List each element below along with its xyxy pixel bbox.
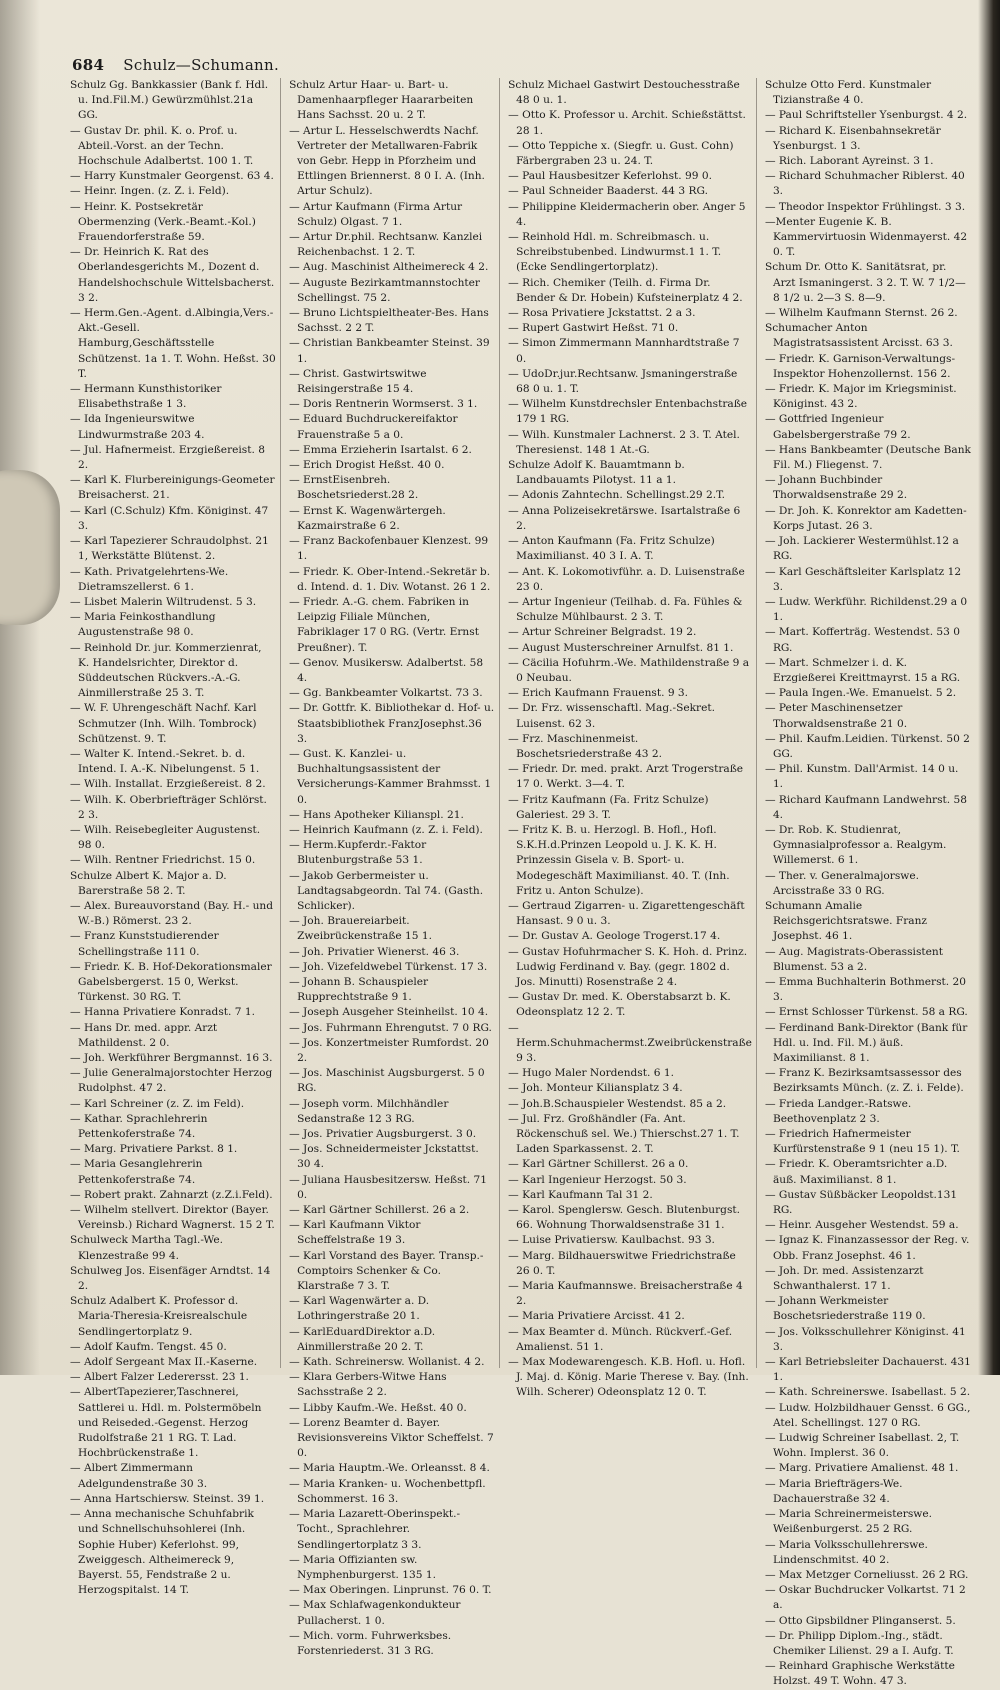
directory-entry: — Otto K. Professor u. Archit. Schießstättst. 28 1.: [508, 109, 746, 137]
directory-entry: — Maria Privatiere Arcisst. 41 2.: [508, 1310, 685, 1323]
directory-entry: Schumann Amalie Reichsgerichtsratswe. Franz Josephst. 46 1.: [764, 899, 927, 943]
directory-entry: — Marg. Privatiere Parkst. 8 1.: [70, 1143, 238, 1156]
directory-entry: — Adolf Sergeant Max II.-Kaserne.: [70, 1356, 258, 1369]
directory-entry: — Franz Backofenbauer Klenzest. 99 1.: [289, 535, 489, 563]
directory-entry: — Paul Schriftsteller Ysenburgst. 4 2.: [764, 109, 968, 122]
directory-entry: — Walter K. Intend.-Sekret. b. d. Intend. I. A.-K. Nibelungenst. 5 1.: [70, 747, 260, 776]
directory-entry: — AlbertTapezierer,Taschnerei, Sattlerei u. Hdl. m. Polstermöbeln und Reiseded.-Gegenst. Herzog Rudolfstraße 21 1 RG. T. Lad. Hochbrückenstraße 1.: [70, 1386, 262, 1460]
directory-entry: — Friedrich Hafnermeister Kurfürstenstraße 9 1 (neu 15 1). T.: [764, 1128, 960, 1156]
directory-entry: Schulz Gg. Bankkassier (Bank f. Hdl. u. Ind.Fil.M.) Gewürzmühlst.21a GG.: [70, 79, 269, 122]
directory-entry: — Maria Feinkosthandlung Augustenstraße 98 0.: [70, 611, 216, 639]
directory-entry: — Franz K. Bezirksamtsassessor des Bezirksamts Münch. (z. Z. i. Felde).: [764, 1067, 964, 1095]
directory-entry: — Ant. K. Lokomotivführ. a. D. Luisenstraße 23 0.: [508, 565, 745, 593]
directory-entry: — Adonis Zahntechn. Schellingst.29 2.T.: [508, 489, 726, 502]
directory-entry: Schulze Otto Ferd. Kunstmaler Tizianstraße 4 0.: [764, 79, 932, 107]
directory-entry: Schulze Adolf K. Bauamtmann b. Landbauamts Pilotyst. 11 a 1.: [508, 459, 685, 487]
directory-entry: — Richard Kaufmann Landwehrst. 58 4.: [764, 793, 967, 821]
directory-entry: — Karl Gärtner Schillerst. 26 a 0.: [508, 1158, 689, 1171]
directory-entry: — Maria Kranken- u. Wochenbettpfl. Schommerst. 16 3.: [289, 1477, 486, 1505]
directory-entry: — Maria Volksschullehrerswe. Lindenschmitst. 40 2.: [764, 1538, 928, 1566]
directory-entry: — Friedr. Dr. med. prakt. Arzt Trogerstraße 17 0. Werkt. 3—4. T.: [508, 763, 744, 791]
directory-entry: — Emma Buchhalterin Bothmerst. 20 3.: [764, 975, 966, 1004]
directory-entry: — Joseph Ausgeher Steinheilst. 10 4.: [289, 1006, 489, 1019]
directory-entry: — Genov. Musikersw. Adalbertst. 58 4.: [289, 656, 484, 684]
directory-entry: Schulz Adalbert K. Professor d. Maria-Theresia-Kreisrealschule Sendlingertorplatz 9.: [70, 1295, 248, 1338]
directory-entry: — Johann Buchbinder Thorwaldsenstraße 29 2.: [764, 474, 908, 502]
directory-entry: — Joh. Vizefeldwebel Türkenst. 17 3.: [289, 960, 488, 973]
directory-entry: — Hans Apotheker Kilianspl. 21.: [289, 808, 464, 821]
directory-entry: — Mich. vorm. Fuhrwerksbes. Forstenriederst. 31 3 RG.: [289, 1629, 452, 1657]
directory-entry: — Mart. Schmelzer i. d. K. Erzgießerei Kreittmayrst. 15 a RG.: [764, 656, 961, 684]
directory-entry: — Gertraud Zigarren- u. Zigarettengeschäft Hansast. 9 0 u. 3.: [508, 899, 745, 928]
directory-entry: — Artur Schreiner Belgradst. 19 2.: [508, 626, 697, 639]
directory-entry: — Wilh. Reisebegleiter Augustenst. 98 0.: [70, 823, 261, 852]
directory-entry: — Ludw. Holzbildhauer Gensst. 6 GG., Atel. Schellingst. 127 0 RG.: [764, 1401, 971, 1429]
directory-entry: — Maria Offizianten sw. Nymphenburgerst. 135 1.: [289, 1553, 436, 1581]
directory-entry: — Auguste Bezirkamtmannstochter Schellingst. 75 2.: [289, 276, 480, 304]
directory-entry: — Franz Kunststudierender Schellingstraße 111 0.: [70, 930, 219, 958]
directory-entry: — Heinr. K. Postsekretär Obermenzing (Verk.-Beamt.-Kol.) Frauendorferstraße 59.: [70, 200, 256, 244]
directory-entry: — Phil. Kaufm.Leidien. Türkenst. 50 2 GG.: [764, 732, 970, 760]
directory-entry: — Dr. Heinrich K. Rat des Oberlandesgerichts M., Dozent d. Handelshochschule Wittelsbacherst. 3 2.: [70, 246, 275, 304]
directory-entry: — Maria Kaufmannswe. Breisacherstraße 4 2.: [508, 1280, 743, 1308]
directory-entry: — Max Schlafwagenkondukteur Pullacherst. 1 0.: [289, 1599, 461, 1627]
directory-entry: — Peter Maschinensetzer Thorwaldsenstraße 21 0.: [764, 702, 908, 730]
directory-entry: Schulweg Jos. Eisenfäger Arndtst. 14 2.: [70, 1264, 271, 1293]
directory-entry: — Joh. Lackierer Westermühlst.12 a RG.: [764, 535, 959, 563]
directory-entry: — Wilhelm Kaufmann Sternst. 26 2.: [764, 307, 958, 320]
directory-entry: — Wilh. Rentner Friedrichst. 15 0.: [70, 854, 256, 867]
directory-entry: — Theodor Inspektor Frühlingst. 3 3.: [764, 200, 966, 213]
directory-entry: — Christ. Gastwirtswitwe Reisingerstraße 15 4.: [289, 367, 427, 396]
directory-entry: — Ther. v. Generalmajorswe. Arcisstraße 33 0 RG.: [764, 869, 919, 897]
column-2: [289, 78, 500, 1657]
directory-entry: — Jos. Maschinist Augsburgerst. 5 0 RG.: [289, 1067, 485, 1095]
directory-entry: — Karl Tapezierer Schraudolphst. 21 1, Werkstätte Blütenst. 2.: [70, 535, 269, 563]
directory-entry: — Anna mechanische Schuhfabrik und Schnellschuhsohlerei (Inh. Sophie Huber) Keferlohst. 99, Zweiggesch. Altheimereck 9, Bayerst. 55, Fendstraße 2 u. Herzogspitalst. 14 T.: [70, 1508, 254, 1597]
directory-entry: — Cäcilia Hofuhrm.-We. Mathildenstraße 9 a 0 Neubau.: [508, 656, 750, 684]
directory-entry: — Alex. Bureauvorstand (Bay. H.- und W.-B.) Römerst. 23 2.: [70, 899, 273, 928]
directory-entry: — Libby Kaufm.-We. Heßst. 40 0.: [289, 1401, 467, 1414]
directory-entry: — Joh. Brauereiarbeit. Zweibrückenstraße 15 1.: [289, 915, 433, 943]
directory-entry: — KarlEduardDirektor a.D. Ainmillerstraße 20 2. T.: [289, 1325, 436, 1353]
directory-entry: — Ignaz K. Finanzassessor der Reg. v. Obb. Franz Josephst. 46 1.: [764, 1234, 970, 1262]
directory-entry: — Frieda Landger.-Ratswe. Beethovenplatz 2 3.: [764, 1097, 912, 1125]
directory-entry: — Maria Lazarett-Oberinspekt.-Tocht., Sprachlehrer. Sendlingertorplatz 3 3.: [289, 1508, 461, 1551]
running-title: Schulz—Schumann.: [123, 56, 280, 74]
directory-entry: — Karl K. Flurbereinigungs-Geometer Breisacherst. 21.: [70, 474, 275, 502]
directory-entry: — Jos. Privatier Augsburgerst. 3 0.: [289, 1128, 477, 1141]
directory-entry: — Herm.Kupferdr.-Faktor Blutenburgstraße 53 1.: [289, 839, 427, 867]
directory-entry: Schumacher Anton Magistratsassistent Arcisst. 63 3.: [764, 322, 953, 350]
directory-entry: — Karl Betriebsleiter Dachauerst. 431 1.: [764, 1356, 971, 1384]
directory-entry: — Richard Schuhmacher Riblerst. 40 3.: [764, 170, 965, 198]
directory-entry: — Ernst Schlosser Türkenst. 58 a RG.: [764, 1006, 968, 1019]
directory-entry: — Max Modewarengesch. K.B. Hofl. u. Hofl. J. Maj. d. König. Marie Therese v. Bay. (Inh. Wilh. Scherer) Odeonsplatz 12 0. T.: [508, 1356, 749, 1399]
directory-entry: — Wilhelm Kunstdrechsler Entenbachstraße 179 1 RG.: [508, 398, 748, 426]
directory-entry: — Wilhelm stellvert. Direktor (Bayer. Vereinsb.) Richard Wagnerst. 15 2 T.: [70, 1204, 275, 1232]
directory-entry: — W. F. Uhrengeschäft Nachf. Karl Schmutzer (Inh. Wilh. Tombrock) Schützenst. 9. T.: [70, 702, 257, 745]
directory-entry: — Anna Polizeisekretärswe. Isartalstraße 6 2.: [508, 504, 741, 532]
directory-entry: — Klara Gerbers-Witwe Hans Sachsstraße 2 2.: [289, 1371, 447, 1399]
directory-entry: — Jos. Fuhrmann Ehrengutst. 7 0 RG.: [289, 1021, 492, 1034]
directory-entry: — Wilh. K. Oberbriefträger Schlörst. 2 3.: [70, 793, 267, 821]
directory-entry: — Gottfried Ingenieur Gabelsbergerstraße 79 2.: [764, 413, 911, 441]
directory-entry: — Adolf Kaufm. Tengst. 45 0.: [70, 1340, 227, 1353]
directory-entry: — Joh. Dr. med. Assistenzarzt Schwanthalerst. 17 1.: [764, 1264, 924, 1293]
directory-entry: — Dr. Joh. K. Konrektor am Kadetten-Korps Jutast. 26 3.: [764, 504, 967, 532]
directory-entry: — Rich. Laborant Ayreinst. 3 1.: [764, 155, 934, 168]
directory-entry: — August Musterschreiner Arnulfst. 81 1.: [508, 641, 734, 654]
directory-entry: — Wilh. Installat. Erzgießereist. 8 2.: [70, 778, 266, 791]
directory-entry: — Friedr. K. B. Hof-Dekorationsmaler Gabelsbergerst. 15 0, Werkst. Türkenst. 30 RG. T.: [70, 960, 272, 1004]
directory-entry: — Dr. Gottfr. K. Bibliothekar d. Hof- u. Staatsbibliothek FranzJosephst.36 3.: [289, 702, 495, 745]
directory-entry: — Gg. Bankbeamter Volkartst. 73 3.: [289, 687, 483, 700]
directory-entry: — Maria Hauptm.-We. Orleansst. 8 4.: [289, 1462, 490, 1475]
directory-entry: — Joh. Monteur Kiliansplatz 3 4.: [508, 1082, 683, 1095]
directory-entry: — Philippine Kleidermacherin ober. Anger 5 4.: [508, 200, 746, 228]
directory-entry: — Jos. Schneidermeister Jckstattst. 30 4.: [289, 1143, 479, 1171]
directory-entry: — Dr. Frz. wissenschaftl. Mag.-Sekret. Luisenst. 62 3.: [508, 702, 715, 730]
directory-entry: — Jul. Frz. Großhändler (Fa. Ant. Röckenschuß sel. We.) Thierschst.27 1. T. Laden Sparkassenst. 2. T.: [508, 1112, 740, 1156]
directory-entry: — Jos. Konzertmeister Rumfordst. 20 2.: [289, 1036, 489, 1064]
directory-entry: — Gust. K. Kanzlei- u. Buchhaltungsassistent der Versicherungs-Kammer Brahmsst. 1 0.: [289, 747, 492, 806]
directory-entry: — Wilh. Kunstmaler Lachnerst. 2 3. T. Atel. Theresienst. 148 1 At.-G.: [508, 428, 740, 456]
directory-entry: Schulze Albert K. Major a. D. Barerstraße 58 2. T.: [70, 869, 227, 897]
directory-entry: — Lisbet Malerin Wiltrudenst. 5 3.: [70, 595, 257, 608]
directory-entry: — Maria Gesanglehrerin Pettenkoferstraße 74.: [70, 1158, 203, 1186]
directory-entry: — Phil. Kunstm. Dall'Armist. 14 0 u. 1.: [764, 763, 959, 791]
directory-entry: — Max Beamter d. Münch. Rückverf.-Gef. Amalienst. 51 1.: [508, 1325, 733, 1353]
directory-entry: — Gustav Dr. phil. K. o. Prof. u. Abteil.-Vorst. an der Techn. Hochschule Adalbertst. 100 1. T.: [70, 124, 254, 168]
directory-entry: — Ida Ingenieurswitwe Lindwurmstraße 203 4.: [70, 413, 205, 441]
directory-entry: — Hans Dr. med. appr. Arzt Mathildenst. 2 0.: [70, 1021, 218, 1049]
directory-entry: — Jos. Volksschullehrer Königinst. 41 3.: [764, 1325, 966, 1353]
directory-entry: Schulz Artur Haar- u. Bart- u. Damenhaarpfleger Haararbeiten Hans Sachsst. 20 u. 2 T.: [289, 79, 474, 122]
directory-entry: — Johann Werkmeister Boschetsriederstraße 119 0.: [764, 1295, 926, 1323]
directory-entry: — Juliana Hausbesitzersw. Heßst. 71 0.: [289, 1173, 488, 1201]
directory-entry: — Maria Schreinermeisterswe. Weißenburgerst. 25 2 RG.: [764, 1508, 932, 1536]
directory-entry: — Karl Gärtner Schillerst. 26 a 2.: [289, 1204, 470, 1217]
directory-entry: —Menter Eugenie K. B. Kammervirtuosin Widenmayerst. 42 0. T.: [764, 215, 968, 259]
directory-entry: — Karol. Spenglersw. Gesch. Blutenburgst. 66. Wohnung Thorwaldsenstraße 31 1.: [508, 1204, 741, 1232]
directory-entry: — ErnstEisenbreh. Boschetsriederst.28 2.: [289, 474, 419, 502]
page-edge-shadow: [978, 0, 1000, 1375]
directory-entry: — Frz. Maschinenmeist. Boschetsriederstraße 43 2.: [508, 732, 663, 760]
directory-entry: — Joh. Werkführer Bergmannst. 16 3.: [70, 1052, 273, 1064]
directory-entry: — Hermann Kunsthistoriker Elisabethstraße 1 3.: [70, 383, 222, 411]
directory-entry: — Artur Dr.phil. Rechtsanw. Kanzlei Reichenbachst. 1 2. T.: [289, 231, 483, 259]
directory-entry: — Eduard Buchdruckereifaktor Frauenstraße 5 a 0.: [289, 413, 458, 441]
directory-entry: — Karl Schreiner (z. Z. im Feld).: [70, 1097, 245, 1110]
directory-entry: — Ferdinand Bank-Direktor (Bank für Hdl. u. Ind. Fil. M.) äuß. Maximilianst. 8 1.: [764, 1021, 968, 1064]
directory-entry: — Friedr. K. Major im Kriegsminist. Königinst. 43 2.: [764, 383, 957, 411]
page-number: 684: [72, 56, 105, 74]
directory-entry: — Herm.Gen.-Agent. d.Albingia,Vers.-Akt.-Gesell. Hamburg,Geschäftsstelle Schützenst. 1a 1. T. Wohn. Heßst. 30 T.: [70, 307, 276, 380]
directory-entry: — Luise Privatiersw. Kaulbachst. 93 3.: [508, 1234, 715, 1247]
directory-entry: — Karl Vorstand des Bayer. Transp.-Comptoirs Schenker & Co. Klarstraße 7 3. T.: [289, 1249, 484, 1293]
column-3: [508, 78, 757, 1399]
directory-entry: — Robert prakt. Zahnarzt (z.Z.i.Feld).: [70, 1188, 273, 1201]
directory-entry: — Oskar Buchdrucker Volkartst. 71 2 a.: [764, 1584, 966, 1612]
column-4: [764, 78, 975, 1688]
directory-entry: — Albert Zimmermann Adelgundenstraße 30 3.: [70, 1462, 208, 1490]
directory-entry: — Friedr. K. Oberamtsrichter a.D. äuß. Maximilianst. 8 1.: [764, 1158, 948, 1186]
directory-entry: — Joh.B.Schauspieler Westendst. 85 a 2.: [508, 1097, 727, 1110]
directory-entry: — Paula Ingen.-We. Emanuelst. 5 2.: [764, 687, 957, 700]
directory-entry: — Anna Hartschiersw. Steinst. 39 1.: [70, 1492, 265, 1505]
directory-entry: — Richard K. Eisenbahnsekretär Ysenburgst. 1 3.: [764, 124, 941, 152]
directory-entry: — Hanna Privatiere Konradst. 7 1.: [70, 1006, 255, 1019]
directory-entry: — Erich Drogist Heßst. 40 0.: [289, 459, 445, 472]
directory-entry: — Harry Kunstmaler Georgenst. 63 4.: [70, 170, 274, 183]
directory-entry: — Maria Briefträgers-We. Dachauerstraße 32 4.: [764, 1477, 903, 1505]
directory-entry: — Ernst K. Wagenwärtergeh. Kazmairstraße 6 2.: [289, 504, 446, 532]
directory-entry: — Hugo Maler Nordendst. 6 1.: [508, 1067, 674, 1080]
directory-entry: — Kath. Schreinersw. Wollanist. 4 2.: [289, 1356, 485, 1369]
directory-entry: — Rich. Chemiker (Teilh. d. Firma Dr. Bender & Dr. Hobein) Kufsteinerplatz 4 2.: [508, 276, 743, 304]
directory-entry: — Fritz Kaufmann (Fa. Fritz Schulze) Galeriest. 29 3. T.: [508, 793, 709, 821]
directory-entry: — Herm.Schuhmachermst.Zweibrückenstraße 9 3.: [508, 1021, 752, 1064]
directory-entry: — Gustav Hofuhrmacher S. K. Hoh. d. Prinz. Ludwig Ferdinand v. Bay. (gegr. 1802 d. Jos. Minutti) Rosenstraße 2 4.: [508, 945, 748, 988]
directory-entry: — Heinr. Ausgeher Westendst. 59 a.: [764, 1219, 959, 1232]
directory-entry: — Karl Geschäftsleiter Karlsplatz 12 3.: [764, 565, 962, 593]
directory-entry: — Friedr. K. Ober-Intend.-Sekretär b. d. Intend. d. 1. Div. Wotanst. 26 1 2.: [289, 565, 491, 593]
directory-entry: Schulweck Martha Tagl.-We. Klenzestraße 99 4.: [70, 1234, 224, 1262]
directory-entry: — Friedr. K. Garnison-Verwaltungs-Inspektor Hohenzollernst. 156 2.: [764, 352, 956, 380]
directory-entry: — Artur Ingenieur (Teilhab. d. Fa. Fühles & Schulze Mühlbaurst. 2 3. T.: [508, 595, 743, 624]
directory-entry: — Paul Schneider Baaderst. 44 3 RG.: [508, 185, 708, 198]
directory-entry: — Fritz K. B. u. Herzogl. B. Hofl., Hofl. S.K.H.d.Prinzen Leopold u. J. K. K. H. Prinzessin Gisela v. B. Sport- u. Modegeschäft Maximilianst. 40. T. (Inh. Fritz u. Anton Schulze).: [508, 823, 730, 897]
directory-entry: — Albert Falzer Lederersst. 23 1.: [70, 1371, 249, 1384]
directory-entry: — Simon Zimmermann Mannhardtstraße 7 0.: [508, 337, 740, 365]
directory-entry: — Kath. Schreinerswe. Isabellast. 5 2.: [764, 1386, 971, 1399]
directory-entry: — Julie Generalmajorstochter Herzog Rudolphst. 47 2.: [70, 1067, 273, 1095]
directory-entry: — Karl Kaufmann Viktor Scheffelstraße 19 3.: [289, 1219, 421, 1247]
directory-entry: — Reinhold Dr. jur. Kommerzienrat, K. Handelsrichter, Direktor d. Süddeutschen Rückvers.-A.-G. Ainmillerstraße 25 3. T.: [70, 641, 262, 700]
directory-entry: — Dr. Gustav A. Geologe Trogerst.17 4.: [508, 930, 721, 943]
directory-entry: — Artur Kaufmann (Firma Artur Schulz) Olgast. 7 1.: [289, 200, 463, 228]
directory-entry: — Friedr. A.-G. chem. Fabriken in Leipzig Filiale München, Fabriklager 17 0 RG. (Vertr. Ernst Preußner). T.: [289, 595, 479, 654]
directory-entry: — Otto Teppiche x. (Siegfr. u. Gust. Cohn) Färbergraben 23 u. 24. T.: [508, 139, 734, 168]
directory-entry: — Hans Bankbeamter (Deutsche Bank Fil. M.) Fliegenst. 7.: [764, 443, 971, 472]
directory-entry: — Jakob Gerbermeister u. Landtagsabgeordn. Tal 74. (Gasth. Schlicker).: [289, 869, 484, 912]
directory-entry: — Lorenz Beamter d. Bayer. Revisionsvereins Viktor Scheffelst. 7 0.: [289, 1416, 494, 1460]
directory-entry: — Joseph vorm. Milchhändler Sedanstraße 12 3 RG.: [289, 1097, 449, 1125]
page-header: [72, 56, 279, 80]
directory-entry: — Karl Ingenieur Herzogst. 50 3.: [508, 1173, 687, 1186]
directory-entry: — Karl Wagenwärter a. D. Lothringerstraße 20 1.: [289, 1295, 430, 1323]
directory-entry: — Erich Kaufmann Frauenst. 9 3.: [508, 687, 689, 700]
directory-entry: — Dr. Philipp Diplom.-Ing., städt. Chemiker Lilienst. 29 a I. Aufg. T.: [764, 1629, 954, 1657]
directory-entry: — Karl Kaufmann Tal 31 2.: [508, 1188, 653, 1201]
directory-entry: — Joh. Privatier Wienerst. 46 3.: [289, 945, 460, 958]
directory-entry: — Heinr. Ingen. (z. Z. i. Feld).: [70, 185, 230, 198]
directory-entry: — Max Metzger Corneliusst. 26 2 RG.: [764, 1568, 969, 1581]
directory-entry: — Rosa Privatiere Jckstattst. 2 a 3.: [508, 307, 696, 320]
directory-entry: — Kath. Privatgelehrtens-We. Dietramszellerst. 6 1.: [70, 565, 229, 593]
directory-entry: — Heinrich Kaufmann (z. Z. i. Feld).: [289, 823, 483, 836]
directory-entry: — Reinhard Graphische Werkstätte Holzst. 49 T. Wohn. 47 3.: [764, 1660, 955, 1688]
directory-entry: — Ludwig Schreiner Isabellast. 2, T. Wohn. Implerst. 36 0.: [764, 1432, 960, 1460]
directory-columns: [70, 78, 975, 1688]
punch-hole: [0, 470, 60, 625]
directory-entry: Schulz Michael Gastwirt Destouchesstraße 48 0 u. 1.: [508, 79, 740, 107]
column-1: [70, 78, 281, 1597]
directory-entry: — Gustav Dr. med. K. Oberstabsarzt b. K. Odeonsplatz 12 2. T.: [508, 991, 731, 1019]
directory-entry: — Marg. Privatiere Amalienst. 48 1.: [764, 1462, 959, 1475]
directory-entry: — Johann B. Schauspieler Rupprechtstraße 9 1.: [289, 975, 429, 1004]
directory-entry: — Emma Erzieherin Isartalst. 6 2.: [289, 443, 472, 456]
directory-entry: — Mart. Kofferträg. Westendst. 53 0 RG.: [764, 626, 961, 654]
directory-entry: — Gustav Süßbäcker Leopoldst.131 RG.: [764, 1188, 958, 1217]
directory-entry: — Christian Bankbeamter Steinst. 39 1.: [289, 337, 490, 365]
directory-entry: — Max Oberingen. Linprunst. 76 0. T.: [289, 1584, 492, 1597]
directory-entry: — Reinhold Hdl. m. Schreibmasch. u. Schreibstubenbed. Lindwurmst.1 1. T. (Ecke Sendlingertorplatz).: [508, 231, 722, 274]
directory-entry: — Dr. Rob. K. Studienrat, Gymnasialprofessor a. Realgym. Willemerst. 6 1.: [764, 823, 947, 867]
directory-entry: — Marg. Bildhauerswitwe Friedrichstraße 26 0. T.: [508, 1249, 736, 1277]
directory-entry: — Artur L. Hesselschwerdts Nachf. Vertreter der Metallwaren-Fabrik von Gebr. Hepp in Pforzheim und Ettlingen Briennerst. 8 0 I. A. (Inh. Artur Schulz).: [289, 124, 485, 198]
directory-entry: Schum Dr. Otto K. Sanitätsrat, pr. Arzt Ismaningerst. 3 2. T. W. 7 1/2—8 1/2 u. 2—3 S. 8—9.: [764, 261, 966, 304]
directory-entry: — UdoDr.jur.Rechtsanw. Jsmaningerstraße 68 0 u. 1. T.: [508, 367, 738, 396]
directory-entry: — Jul. Hafnermeist. Erzgießereist. 8 2.: [70, 443, 265, 472]
directory-entry: — Bruno Lichtspieltheater-Bes. Hans Sachsst. 2 2 T.: [289, 307, 489, 335]
directory-entry: — Doris Rentnerin Wormserst. 3 1.: [289, 398, 478, 411]
directory-entry: — Otto Gipsbildner Plinganserst. 5.: [764, 1614, 956, 1627]
directory-entry: — Kathar. Sprachlehrerin Pettenkoferstraße 74.: [70, 1112, 208, 1141]
directory-entry: — Aug. Magistrats-Oberassistent Blumenst. 53 a 2.: [764, 945, 943, 973]
directory-entry: — Anton Kaufmann (Fa. Fritz Schulze) Maximilianst. 40 3 I. A. T.: [508, 535, 715, 563]
directory-entry: — Rupert Gastwirt Heßst. 71 0.: [508, 322, 679, 335]
directory-entry: — Ludw. Werkführ. Richildenst.29 a 0 1.: [764, 595, 968, 624]
directory-entry: — Karl (C.Schulz) Kfm. Königinst. 47 3.: [70, 504, 269, 532]
directory-entry: — Paul Hausbesitzer Keferlohst. 99 0.: [508, 170, 712, 183]
directory-entry: — Aug. Maschinist Altheimereck 4 2.: [289, 261, 489, 274]
